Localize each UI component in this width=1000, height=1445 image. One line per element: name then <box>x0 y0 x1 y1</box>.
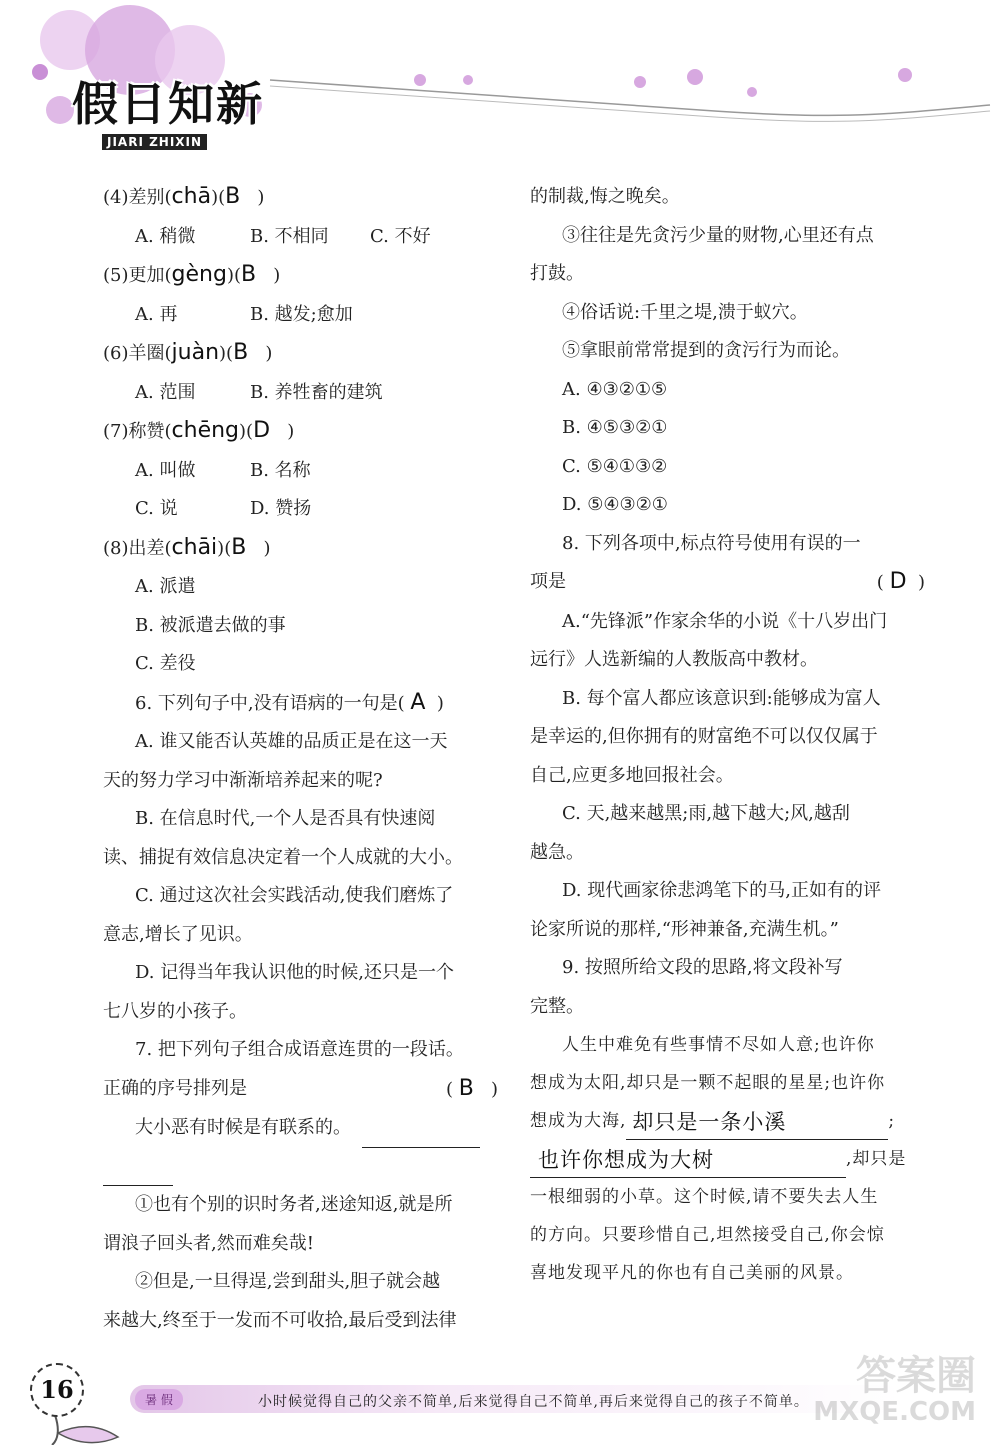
text-line: 越急。 <box>530 841 584 863</box>
choice: C. ⑤④①③② <box>562 455 668 477</box>
q8-answer: B <box>231 534 247 560</box>
q4-answer: B <box>225 184 241 209</box>
text-line: 天的努力学习中渐渐培养起来的呢? <box>103 769 383 791</box>
q5-label: (5)更加( <box>103 265 172 286</box>
option: C. 差役 <box>135 653 196 674</box>
text-line: ⑤拿眼前常常提到的贪污行为而论。 <box>562 340 850 361</box>
q5-options <box>103 296 498 335</box>
question-6-stem <box>103 684 498 724</box>
q5-pinyin: gèng <box>171 262 227 287</box>
q5-end: ) <box>273 265 281 286</box>
text-line: 论家所说的那样,“形神兼备,充满生机。” <box>530 918 839 940</box>
text-line: A.“先锋派”作家余华的小说《十八岁出门 <box>562 610 888 632</box>
text-line: 远行》人选新编的人教版高中教材。 <box>530 649 818 670</box>
q7-pinyin: chēng <box>171 418 240 443</box>
q6-main-stem: 6. 下列句子中,没有语病的一句是( <box>135 692 405 714</box>
essay-fill-line-1 <box>530 1102 925 1140</box>
q6-pinyin: juàn <box>171 340 220 365</box>
option: C. 说 <box>135 498 178 519</box>
left-column <box>103 178 498 1340</box>
footer-motto: 小时候觉得自己的父亲不简单,后来觉得自己不简单,再后来觉得自己的孩子不简单。 <box>258 1394 809 1410</box>
q8-end: ) <box>263 537 271 559</box>
essay-text: ,却只是 <box>846 1149 907 1169</box>
q7-answer: D <box>253 418 271 443</box>
essay-text: 想成为大海, <box>530 1111 627 1131</box>
essay-fill-line-2 <box>530 1140 925 1178</box>
fill-blank-1[interactable] <box>626 1110 888 1140</box>
q6-answer: B <box>233 340 249 365</box>
q8-main-stem: 项是 <box>530 571 566 592</box>
q7-lead: 大小恶有时候是有联系的。 <box>135 1117 351 1138</box>
fill-blank-2[interactable] <box>530 1148 846 1178</box>
watermark-url: MXQE.COM <box>813 1397 976 1427</box>
q7-main-bracket <box>446 1070 498 1110</box>
text-line: 是幸运的,但你拥有的财富绝不可以仅仅属于 <box>530 726 878 747</box>
option: B. 不相同 <box>250 225 329 247</box>
text-line: 打鼓。 <box>530 263 584 284</box>
option: C. 不好 <box>370 225 431 247</box>
option: B. 名称 <box>250 459 311 481</box>
q7-label: (7)称赞( <box>103 421 172 442</box>
logo-subtitle: JIARI ZHIXIN <box>102 134 207 150</box>
q8-main-bracket <box>877 563 925 603</box>
q4-pinyin: chā <box>171 184 212 209</box>
q8-label: (8)出差( <box>103 537 172 559</box>
option: B. 被派遣去做的事 <box>135 614 286 636</box>
choice: D. ⑤④③②① <box>562 494 668 515</box>
q6-main-end: ) <box>436 692 444 714</box>
question-7-answer-line <box>103 1070 498 1110</box>
q7-main-open: ( <box>445 1078 453 1100</box>
q7-options-2 <box>103 490 498 529</box>
text-line: 自己,应更多地回报社会。 <box>530 764 734 786</box>
essay-passage <box>530 1026 925 1292</box>
q8-pinyin: chāi <box>171 534 218 560</box>
q7-stem <box>103 412 498 452</box>
text-line: 谓浪子回头者,然而难矣哉! <box>103 1232 314 1254</box>
handwritten-answer: 却只是一条小溪 <box>632 1110 787 1134</box>
q7-main-end: ) <box>490 1078 498 1100</box>
option: A. 稍微 <box>135 225 196 247</box>
option: A. 再 <box>135 303 178 325</box>
q7-main-stem: 正确的序号排列是 <box>103 1077 247 1099</box>
blank-line <box>103 1163 173 1186</box>
option: D. 赞扬 <box>250 498 312 519</box>
q6-options <box>103 374 498 413</box>
right-column <box>530 178 925 1292</box>
q7-options-1 <box>103 452 498 491</box>
text-line: 七八岁的小孩子。 <box>103 1000 247 1022</box>
essay-line: 人生中难免有些事情不尽如人意;也许你 <box>562 1035 875 1055</box>
option: B. 养牲畜的建筑 <box>250 381 383 403</box>
q6-stem <box>103 334 498 374</box>
option: A. 派遣 <box>135 576 196 597</box>
q7-end: ) <box>287 421 295 442</box>
q7-blank-line <box>103 1148 498 1187</box>
essay-line: 喜地发现平凡的你也有自己美丽的风景。 <box>530 1263 854 1283</box>
text-line: 完整。 <box>530 995 584 1017</box>
text-line: D. 现代画家徐悲鸿笔下的马,正如有的评 <box>562 880 881 901</box>
essay-line: 想成为太阳,却只是一颗不起眼的星星;也许你 <box>530 1073 886 1093</box>
q4-paren: )( <box>211 187 226 208</box>
text-line: C. 天,越来越黑;雨,越下越大;风,越刮 <box>562 803 850 824</box>
q5-paren: )( <box>226 265 241 286</box>
page-number: 16 <box>30 1363 84 1417</box>
text-line: 的制裁,悔之晚矣。 <box>530 186 680 207</box>
watermark <box>813 1355 976 1427</box>
blank-line <box>362 1125 480 1148</box>
q8-stem <box>103 529 498 569</box>
essay-line: 的方向。只要珍惜自己,坦然接受自己,你会惊 <box>530 1225 885 1245</box>
text-line: D. 记得当年我认识他的时候,还只是一个 <box>135 962 454 983</box>
text-line: B. 每个富人都应该意识到:能够成为富人 <box>562 687 881 709</box>
q8-main-open: ( <box>876 572 884 593</box>
q6-paren: )( <box>219 343 234 364</box>
text-line: ④俗话说:千里之堤,溃于蚁穴。 <box>562 301 808 323</box>
page-footer <box>0 1345 1000 1445</box>
logo-title: 假日知新 <box>72 77 264 131</box>
text-line: 读、捕捉有效信息决定着一个人成就的大小。 <box>103 846 463 868</box>
q4-options <box>103 218 498 257</box>
text-line: ②但是,一旦得逞,尝到甜头,胆子就会越 <box>135 1271 441 1292</box>
q5-answer: B <box>241 262 257 287</box>
q7-main-answer: B <box>458 1075 474 1101</box>
option: A. 范围 <box>135 381 196 403</box>
q5-stem <box>103 256 498 296</box>
q7-paren: )( <box>239 421 254 442</box>
choice: B. ④⑤③②① <box>562 417 668 438</box>
handwritten-answer: 也许你想成为大树 <box>538 1148 714 1172</box>
question-9-stem: 9. 按照所给文段的思路,将文段补写 <box>562 957 843 978</box>
q4-label: (4)差别( <box>103 187 172 208</box>
page-header <box>0 0 1000 165</box>
q7-lead-line <box>103 1109 498 1148</box>
text-line: A. 谁又能否认英雄的品质正是在这一天 <box>135 731 448 752</box>
question-8-answer-line <box>530 563 925 603</box>
option: B. 越发;愈加 <box>250 303 353 325</box>
text-line: 意志,增长了见识。 <box>103 923 253 945</box>
footer-tag: 暑 假 <box>135 1389 183 1410</box>
q8-main-answer: D <box>889 569 907 594</box>
q4-stem <box>103 178 498 218</box>
q8-paren: )( <box>217 537 232 559</box>
text-line: ①也有个别的识时务者,迷途知返,就是所 <box>135 1194 453 1215</box>
essay-line: 一根细弱的小草。这个时候,请不要失去人生 <box>530 1187 879 1207</box>
q6-label: (6)羊圈( <box>103 343 172 364</box>
text-line: C. 通过这次社会实践活动,使我们磨炼了 <box>135 885 454 906</box>
option: A. 叫做 <box>135 459 196 481</box>
essay-text: ; <box>888 1111 896 1131</box>
q6-main-answer: A <box>410 689 426 715</box>
question-7-stem: 7. 把下列句子组合成语意连贯的一段话。 <box>135 1039 464 1060</box>
text-line: 来越大,终至于一发而不可收拾,最后受到法律 <box>103 1309 457 1331</box>
watermark-text: 答案圈 <box>856 1353 976 1399</box>
q4-end: ) <box>257 187 265 208</box>
text-line: B. 在信息时代,一个人是否具有快速阅 <box>135 808 436 829</box>
text-line: ③往往是先贪污少量的财物,心里还有点 <box>562 224 874 246</box>
q8-main-end: ) <box>917 572 925 593</box>
q6-end: ) <box>265 343 273 364</box>
question-8-stem: 8. 下列各项中,标点符号使用有误的一 <box>562 532 861 554</box>
choice: A. ④③②①⑤ <box>562 378 668 400</box>
